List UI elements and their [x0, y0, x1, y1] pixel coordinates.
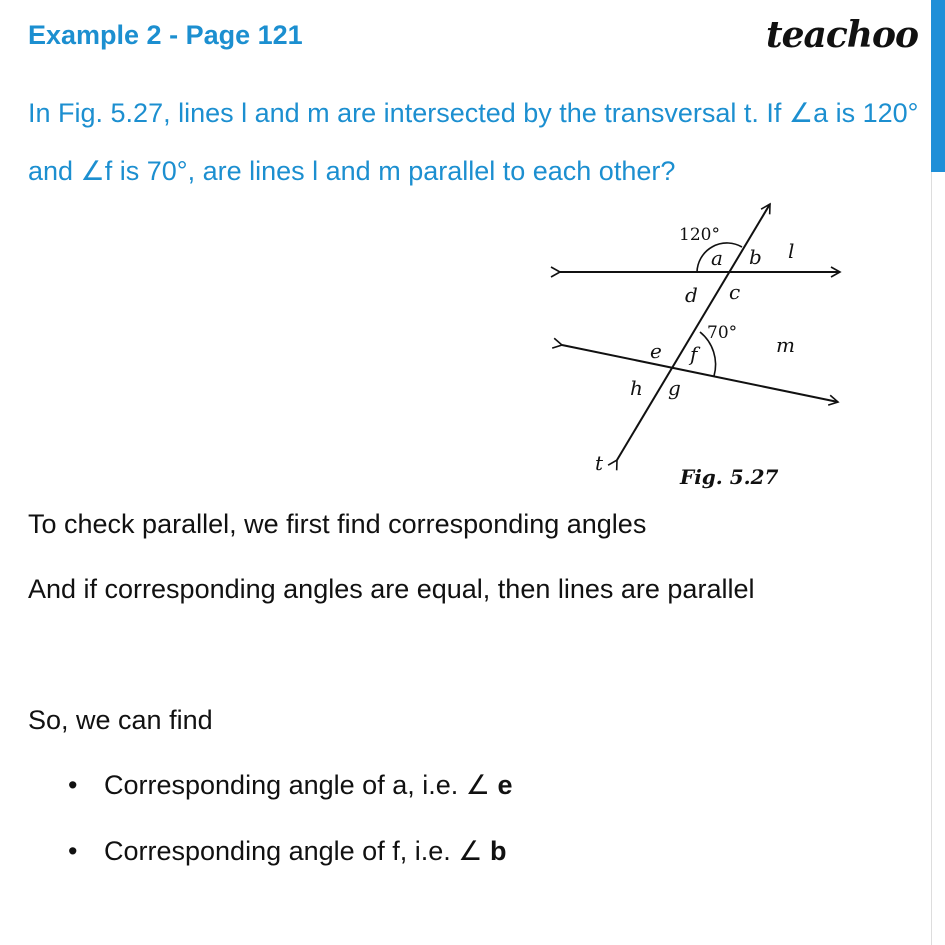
bullet-item-1 [68, 770, 512, 801]
label-l: l [788, 239, 795, 263]
figure-5-27 [550, 190, 850, 490]
label-e: e [650, 339, 662, 363]
scrollbar-thumb[interactable] [931, 0, 945, 172]
label-b: b [749, 245, 762, 269]
label-c: c [729, 280, 741, 304]
body-line-2: And if corresponding angles are equal, then lines are parallel [28, 574, 755, 604]
question-text: In Fig. 5.27, lines l and m are intersected by the transversal t. If ∠a is 120° and ∠f is 70°, are lines l and m parallel to each other? [28, 98, 919, 186]
bullet-answer: b [489, 836, 507, 866]
label-h: h [630, 376, 643, 400]
bullet-text: Corresponding angle of f, i.e. ∠ [104, 836, 490, 866]
bullet-item-2 [68, 836, 506, 867]
line-m [562, 345, 838, 402]
label-d: d [685, 283, 698, 307]
bullet-dot: • [68, 770, 78, 800]
angle-a-value: 120° [679, 225, 720, 245]
label-m: m [776, 333, 795, 357]
angle-f-value: 70° [707, 323, 738, 343]
bullet-text: Corresponding angle of a, i.e. ∠ [104, 770, 498, 800]
figure-caption: Fig. 5.27 [680, 465, 779, 489]
page-title: Example 2 - Page 121 [28, 20, 303, 50]
body-line-3: So, we can find [28, 705, 213, 735]
label-a: a [711, 246, 723, 270]
label-f: f [690, 342, 698, 366]
teachoo-logo: teachoo [766, 14, 918, 56]
bullet-dot: • [68, 836, 78, 866]
label-t: t [595, 451, 604, 475]
label-g: g [668, 376, 681, 400]
bullet-answer: e [497, 770, 513, 800]
body-line-1: To check parallel, we first find corresponding angles [28, 509, 647, 539]
